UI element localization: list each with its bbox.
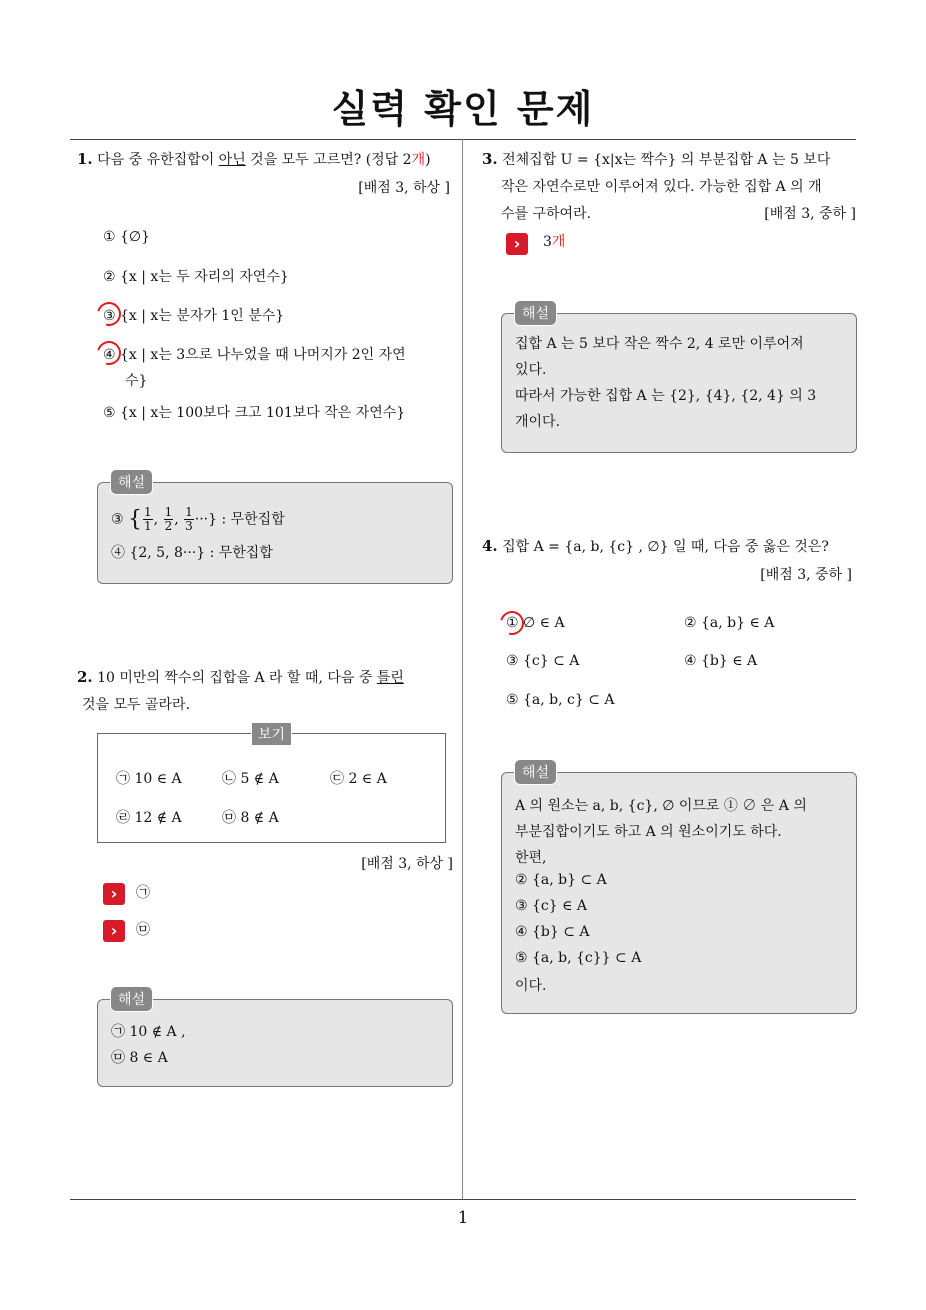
sol-tail: ···} : 무한집합 [194, 511, 285, 528]
q4-option-1[interactable]: ① ∅ ∈ A [506, 615, 565, 631]
q2-bogi-2: ㉡ 5 ∉ A [222, 771, 279, 787]
q3-answer-unit: 개 [551, 234, 566, 250]
q1-meta: [배점 3, 하상 ] [358, 180, 450, 196]
q4-solution-line-3: 한편, [515, 850, 547, 866]
q2-bogi-4: ㉣ 12 ∉ A [116, 810, 182, 826]
q3-solution-line-1: 집합 A 는 5 보다 작은 짝수 2, 4 로만 이루어져 [515, 336, 804, 352]
q1-stem [77, 146, 457, 174]
q3-meta: [배점 3, 중하 ] [764, 206, 856, 222]
q2-bogi-5: ㉤ 8 ∉ A [222, 810, 279, 826]
q2-text-2: 것을 모두 골라라. [82, 697, 191, 713]
q3-answer-arrow-icon: › [506, 233, 528, 255]
q3-answer [543, 231, 565, 251]
sol-marker: ③ [111, 511, 124, 528]
column-divider [462, 139, 463, 1200]
q2-text: 10 미만의 짝수의 집합을 A 라 할 때, 다음 중 [97, 670, 377, 686]
q4-solution-tag: 해설 [514, 759, 557, 785]
q1-solution-line-2: ④ {2, 5, 8···} : 무한집합 [111, 545, 273, 561]
q4-solution-line-6: ④ {b} ⊂ A [515, 924, 590, 940]
top-rule [70, 139, 856, 140]
q4-solution-line-1: A 의 원소는 a, b, {c}, ∅ 이므로 ① ∅ 은 A 의 [515, 798, 807, 814]
q1-solution-line-1: ③ { $\frac{1}{1}$ , $\frac{1}{2}$ , $\frac{1}{3}$ ···} : 무한집합 [111, 505, 285, 533]
q2-solution-line-2: ㉤ 8 ∈ A [111, 1050, 168, 1066]
q2-solution-line-1: ㉠ 10 ∉ A , [111, 1024, 186, 1040]
q1-unit: 개 [411, 152, 426, 168]
q3-number: 3. [482, 150, 498, 168]
q1-text-b: 것을 모두 고르면? (정답 2 [245, 152, 412, 168]
q1-answer-mark-3 [93, 298, 126, 331]
q1-number: 1. [77, 150, 93, 168]
q2-number: 2. [77, 668, 93, 686]
q4-solution-line-7: ⑤ {a, b, {c}} ⊂ A [515, 950, 642, 966]
q4-option-2[interactable]: ② {a, b} ∈ A [684, 615, 775, 631]
q3-solution-line-3: 따라서 가능한 집합 A 는 {2}, {4}, {2, 4} 의 3 [515, 388, 817, 404]
q2-emph: 틀린 [376, 670, 404, 686]
q3-text-1: 전체집합 U = {x|x는 짝수} 의 부분집합 A 는 5 보다 [502, 152, 831, 168]
q1-emph: 아닌 [218, 152, 246, 168]
q4-meta: [배점 3, 중하 ] [760, 567, 852, 583]
q1-text-c: ) [425, 152, 431, 168]
frac-2: $\frac{1}{2}$ [164, 505, 173, 533]
q4-text-1: 집합 A = {a, b, {c} , ∅} 일 때, 다음 중 옳은 것은? [502, 539, 829, 555]
q4-option-3[interactable]: ③ {c} ⊂ A [506, 653, 580, 669]
q1-option-2[interactable]: ② {x | x는 두 자리의 자연수} [103, 269, 289, 285]
page-number: 1 [457, 1208, 469, 1228]
q2-answer-2: ㉤ [136, 922, 150, 938]
page-title: 실력 확인 문제 [331, 87, 595, 131]
q1-option-4-cont: 수} [125, 373, 148, 389]
q2-answer-1: ㉠ [136, 885, 150, 901]
q3-solution-line-4: 개이다. [515, 414, 561, 430]
q2-bogi-3: ㉢ 2 ∈ A [330, 771, 387, 787]
q4-solution-line-4: ② {a, b} ⊂ A [515, 872, 607, 888]
q3-text-2: 작은 자연수로만 이루어져 있다. 가능한 집합 A 의 개 [501, 179, 822, 195]
frac-3: $\frac{1}{3}$ [185, 505, 193, 533]
q3-solution-tag: 해설 [514, 300, 557, 326]
q4-stem [482, 533, 862, 561]
q1-solution-box [97, 482, 453, 584]
q4-number: 4. [482, 537, 498, 555]
q4-solution-line-8: 이다. [515, 978, 547, 994]
q1-option-4[interactable]: ④ {x | x는 3으로 나누었을 때 나머지가 2인 자연 [103, 347, 406, 363]
q2-answer-1-arrow-icon: › [103, 883, 125, 905]
q2-bogi-tag: 보기 [251, 722, 292, 746]
q1-option-3[interactable]: ③ {x | x는 분자가 1인 분수} [103, 308, 285, 324]
q3-text-3: 수를 구하여라. [501, 206, 592, 222]
q3-answer-num: 3 [543, 234, 552, 250]
q4-solution-line-5: ③ {c} ∈ A [515, 898, 588, 914]
q2-answer-2-arrow-icon: › [103, 920, 125, 942]
q4-option-4[interactable]: ④ {b} ∈ A [684, 653, 758, 669]
q4-answer-mark-1 [496, 607, 529, 640]
q1-answer-mark-4 [93, 337, 126, 370]
frac-1: $\frac{1}{1}$ [144, 505, 152, 533]
q4-solution-line-2: 부분집합이기도 하고 A 의 원소이기도 하다. [515, 824, 782, 840]
bottom-rule [70, 1199, 856, 1200]
q1-solution-tag: 해설 [110, 469, 153, 495]
q2-meta: [배점 3, 하상 ] [361, 856, 453, 872]
q1-text: 다음 중 유한집합이 [97, 152, 219, 168]
q2-solution-box [97, 999, 453, 1087]
q2-bogi-1: ㉠ 10 ∈ A [116, 771, 182, 787]
q2-stem [77, 664, 457, 719]
q3-solution-line-2: 있다. [515, 362, 547, 378]
q1-option-5[interactable]: ⑤ {x | x는 100보다 크고 101보다 작은 자연수} [103, 405, 406, 421]
q2-solution-tag: 해설 [110, 986, 153, 1012]
q1-option-1[interactable]: ① {∅} [103, 229, 151, 245]
q4-option-5[interactable]: ⑤ {a, b, c} ⊂ A [506, 692, 615, 708]
